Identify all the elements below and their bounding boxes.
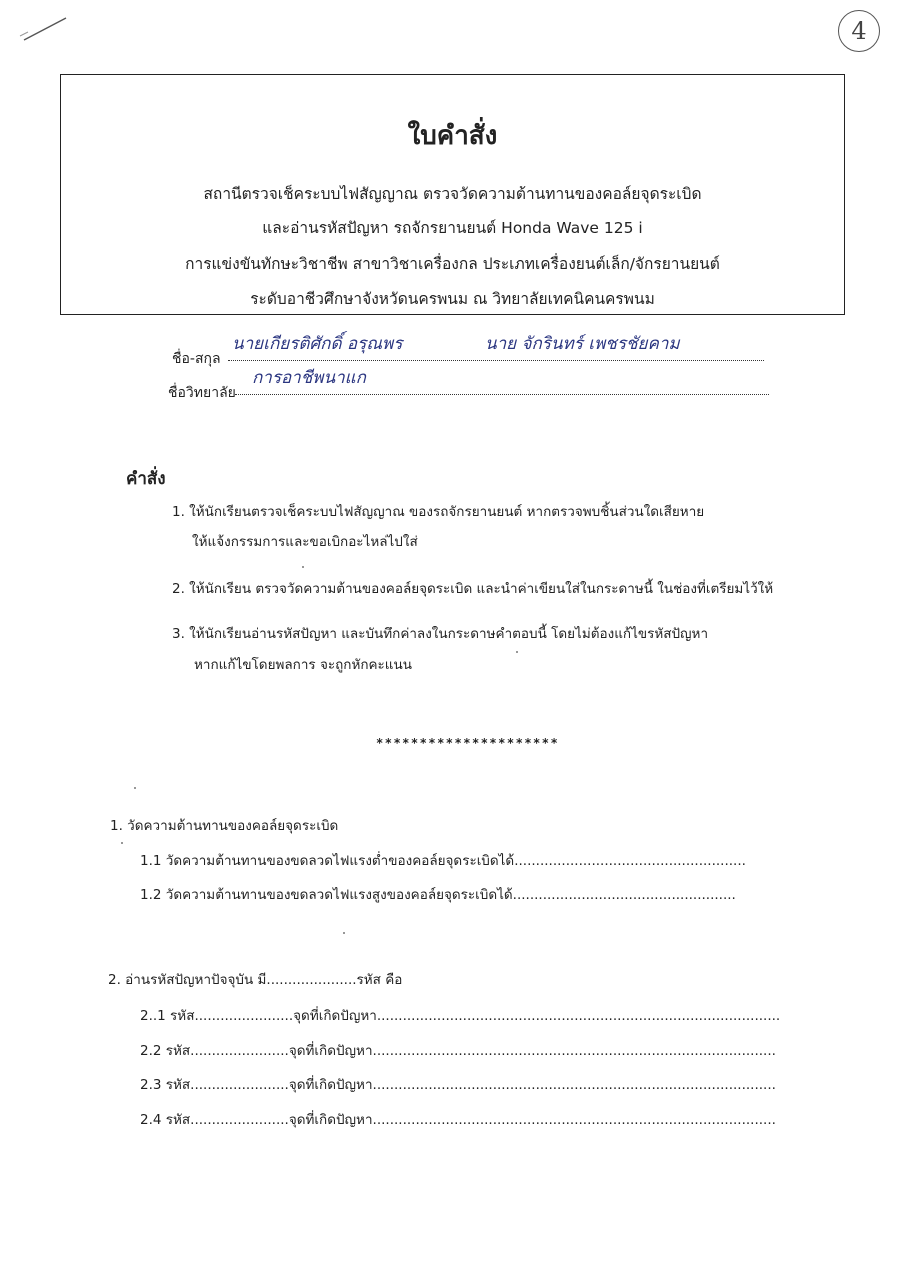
- college-handwritten: การอาชีพนาแก: [252, 368, 366, 388]
- college-label: ชื่อวิทยาลัย: [168, 385, 236, 401]
- scan-speck: [134, 787, 136, 789]
- section2-row-4: 2.4 รหัส.......................จุดที่เกิดปัญหา..............................................................................................: [140, 1112, 776, 1128]
- name-label: ชื่อ-สกุล: [172, 351, 221, 367]
- pen-mark-icon: [18, 14, 78, 44]
- header-line-3: การแข่งขันทักษะวิชาชีพ สาขาวิชาเครื่องกล ประเภทเครื่องยนต์เล็ก/จักรยานยนต์: [185, 255, 720, 273]
- name-handwritten-1: นายเกียรติศักดิ์ อรุณพร: [232, 334, 403, 354]
- scan-speck: [302, 566, 304, 568]
- instructions-heading: คำสั่ง: [126, 469, 166, 489]
- scan-speck: [343, 932, 345, 934]
- section2-row-3: 2.3 รหัส.......................จุดที่เกิดปัญหา..............................................................................................: [140, 1077, 776, 1093]
- page-number: 4: [838, 10, 880, 52]
- scan-speck: [121, 842, 123, 844]
- page-title: ใบคำสั่ง: [407, 121, 498, 151]
- section2-row-1: 2..1 รหัส.......................จุดที่เกิดปัญหา..............................................................................................: [140, 1008, 781, 1024]
- instruction-3-line-1: 3. ให้นักเรียนอ่านรหัสปัญหา และบันทึกค่าลงในกระดาษคำตอบนี้ โดยไม่ต้องแก้ไขรหัสปัญหา: [172, 626, 709, 642]
- instruction-3-line-2: หากแก้ไขโดยพลการ จะถูกหักคะแนน: [194, 657, 412, 673]
- name-handwritten-2: นาย จักรินทร์ เพชรชัยคาม: [485, 334, 680, 354]
- section1-title: 1. วัดความต้านทานของคอล์ยจุดระเบิด: [110, 818, 339, 834]
- header-line-2: และอ่านรหัสปัญหา รถจักรยานยนต์ Honda Wave 125 i: [262, 219, 643, 237]
- separator-stars: *********************: [376, 736, 560, 750]
- section2-title: 2. อ่านรหัสปัญหาปัจจุบัน มี.....................รหัส คือ: [108, 972, 403, 988]
- section1-question-1: 1.1 วัดความต้านทานของขดลวดไฟแรงต่ำของคอล์ยจุดระเบิดได้......................................................: [140, 853, 746, 869]
- header-line-1: สถานีตรวจเช็คระบบไฟสัญญาณ ตรวจวัดความต้านทานของคอล์ยจุดระเบิด: [203, 185, 702, 203]
- instruction-2-line-1: 2. ให้นักเรียน ตรวจวัดความต้านของคอล์ยจุดระเบิด และนำค่าเขียนใส่ในกระดาษนี้ ในช่องที่เตรียมไว้ให้: [172, 581, 774, 597]
- instruction-1-line-1: 1. ให้นักเรียนตรวจเช็คระบบไฟสัญญาณ ของรถจักรยานยนต์ หากตรวจพบชิ้นส่วนใดเสียหาย: [172, 504, 705, 520]
- header-box: [60, 74, 845, 315]
- instruction-1-line-2: ให้แจ้งกรรมการและขอเบิกอะไหล่ไปใส่: [192, 534, 418, 550]
- scan-speck: [516, 651, 518, 653]
- header-line-4: ระดับอาชีวศึกษาจังหวัดนครพนม ณ วิทยาลัยเทคนิคนครพนม: [250, 290, 655, 308]
- section1-question-2: 1.2 วัดความต้านทานของขดลวดไฟแรงสูงของคอล์ยจุดระเบิดได้....................................................: [140, 887, 736, 903]
- section2-row-2: 2.2 รหัส.......................จุดที่เกิดปัญหา..............................................................................................: [140, 1043, 776, 1059]
